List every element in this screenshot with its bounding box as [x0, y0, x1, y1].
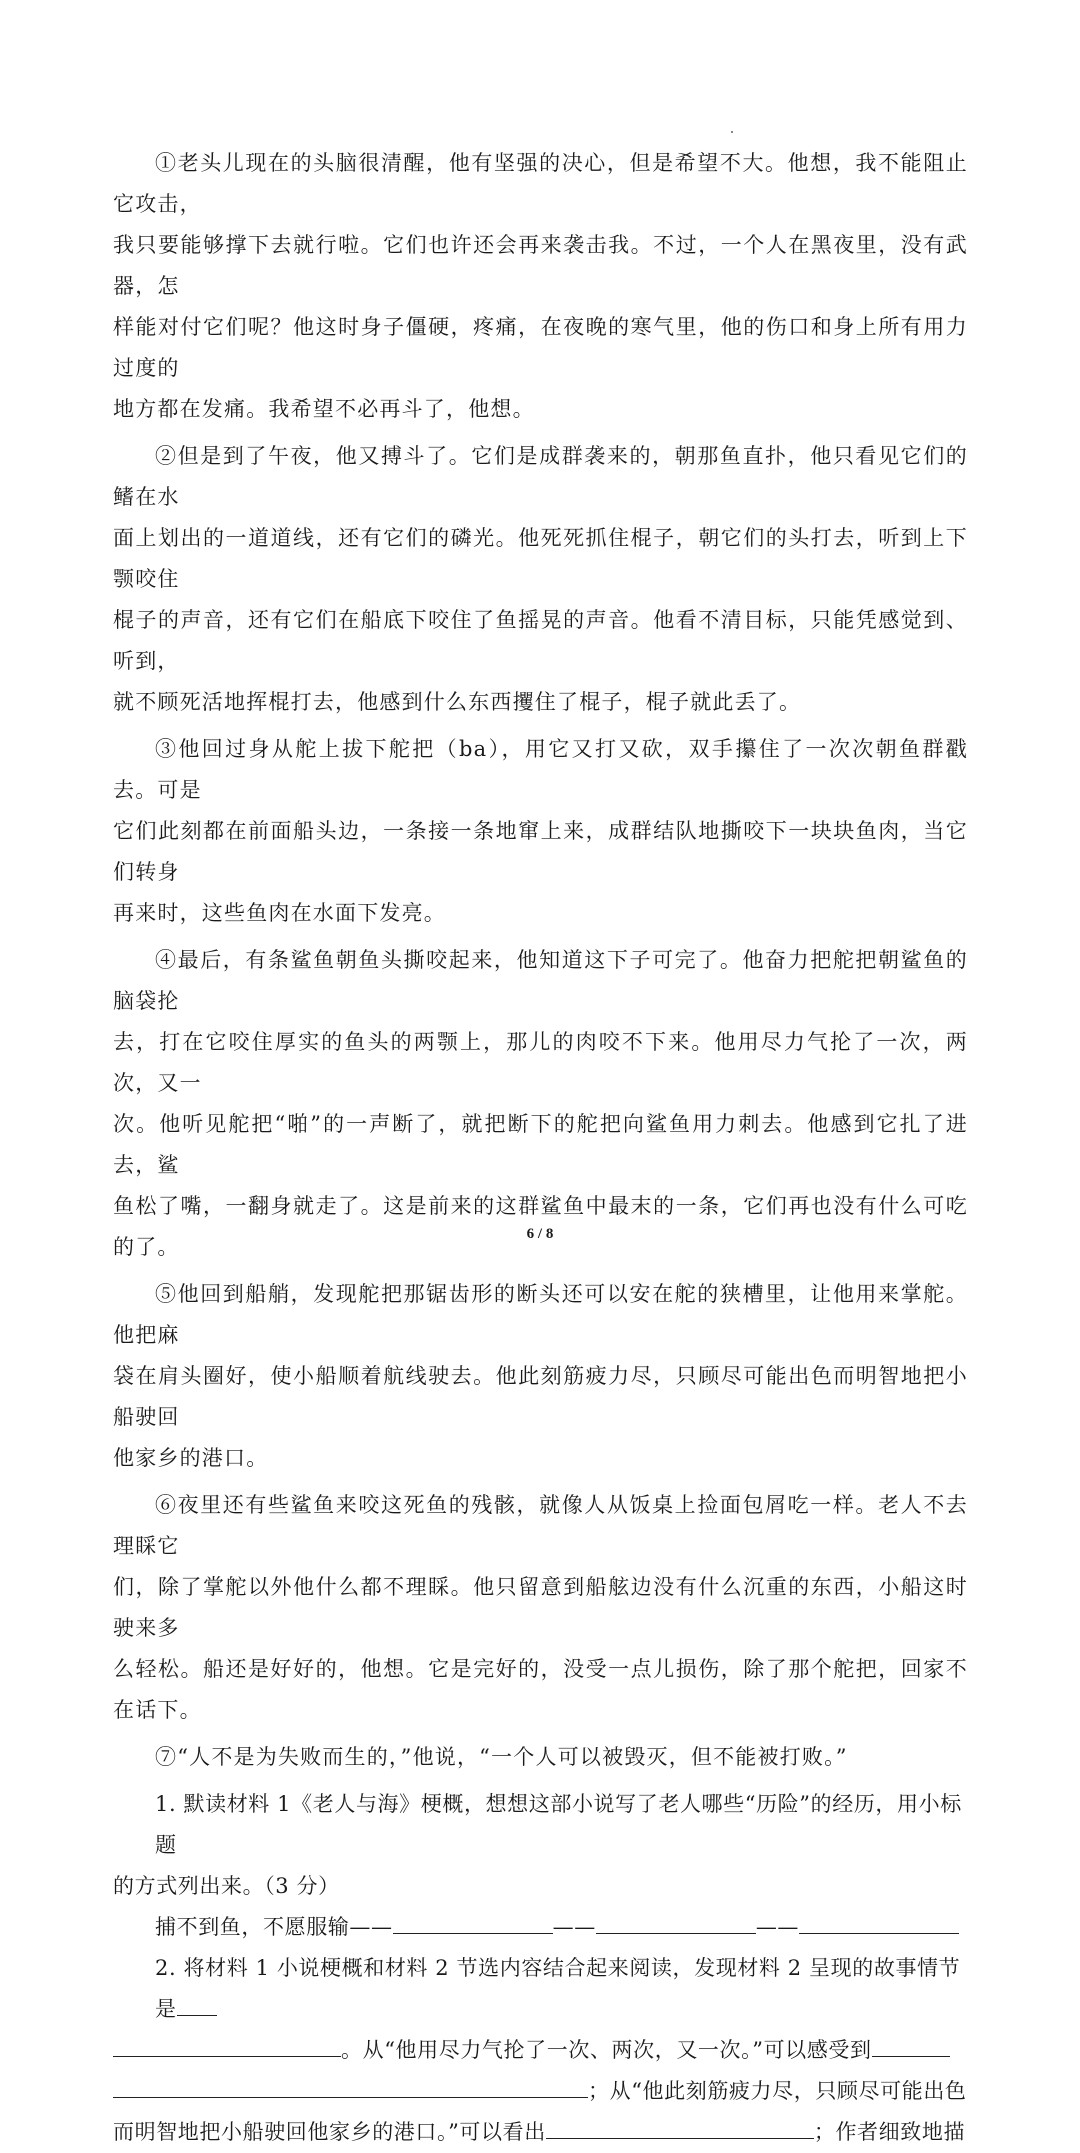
question-1-answer: [113, 1907, 968, 1948]
paragraph-line: 再来时，这些鱼肉在水面下发亮。: [113, 901, 446, 925]
paragraph-line: 棍子的声音，还有它们在船底下咬住了鱼摇晃的声音。他看不清目标，只能凭感觉到、听到，: [113, 608, 968, 673]
paragraph-line: 们，除了掌舵以外他什么都不理睬。他只留意到船舷边没有什么沉重的东西，小船这时驶来多: [113, 1575, 968, 1640]
paragraph-line: 么轻松。船还是好好的，他想。它是完好的，没受一点儿损伤，除了那个舵把，回家不在话下。: [113, 1657, 968, 1722]
paragraph-line: ③他回过身从舵上拔下舵把（ba），用它又打又砍，双手攥住了一次次朝鱼群戳去。可是: [113, 737, 968, 802]
answer-blank[interactable]: [872, 2036, 950, 2057]
paragraph-2: [113, 436, 968, 723]
paragraph-line: 袋在肩头圈好，使小船顺着航线驶去。他此刻筋疲力尽，只顾尽可能出色而明智地把小船驶回: [113, 1364, 968, 1429]
paragraph-line: 地方都在发痛。我希望不必再斗了，他想。: [113, 397, 535, 421]
paragraph-line: 面上划出的一道道线，还有它们的磷光。他死死抓住棍子，朝它们的头打去，听到上下颚咬住: [113, 526, 968, 591]
page-number: 6 / 8: [526, 1226, 554, 1242]
paragraph-line: ⑥夜里还有些鲨鱼来咬这死鱼的残骸，就像人从饭桌上捡面包屑吃一样。老人不去理睬它: [113, 1493, 968, 1558]
paragraph-line: ②但是到了午夜，他又搏斗了。它们是成群袭来的，朝那鱼直扑，他只看见它们的鳍在水: [113, 444, 968, 509]
reading-passage: [113, 143, 968, 2153]
paragraph-line: ①老头儿现在的头脑很清醒，他有坚强的决心，但是希望不大。他想，我不能阻止它攻击，: [113, 151, 968, 216]
answer-blank[interactable]: [546, 2118, 814, 2139]
question-block: [113, 1784, 968, 2153]
question-2-line: 。从“他用尽力气抡了一次、两次，又一次。”可以感受到: [341, 2038, 872, 2062]
question-2: [113, 1948, 968, 2153]
paragraph-line: 鱼松了嘴，一翻身就走了。这是前来的这群鲨鱼中最末的一条，它们再也没有什么可吃的了。: [113, 1194, 968, 1259]
paragraph-line: ⑤他回到船艄，发现舵把那锯齿形的断头还可以安在舵的狭槽里，让他用来掌舵。他把麻: [113, 1282, 968, 1347]
paragraph-line: 次。他听见舵把“啪”的一声断了，就把断下的舵把向鲨鱼用力刺去。他感到它扎了进去，鲨: [113, 1112, 968, 1177]
question-2-line: 而明智地把小船驶回他家乡的港口。”可以看出: [113, 2120, 546, 2144]
paragraph-line: 他家乡的港口。: [113, 1446, 269, 1470]
paragraph-3: [113, 729, 968, 934]
question-2-line: ；从“他此刻筋疲力尽，只顾尽可能出色: [588, 2079, 967, 2103]
paragraph-line: 它们此刻都在前面船头边，一条接一条地窜上来，成群结队地撕咬下一块块鱼肉，当它们转身: [113, 819, 968, 884]
answer-prefix: 捕不到鱼，不愿服输——: [155, 1915, 393, 1939]
paragraph-line: 去，打在它咬住厚实的鱼头的两颚上，那儿的肉咬不下来。他用尽力气抡了一次，两次，又一: [113, 1030, 968, 1095]
question-1: [113, 1784, 968, 1907]
question-2-line: 2. 将材料 1 小说梗概和材料 2 节选内容结合起来阅读，发现材料 2 呈现的故事情节是: [155, 1956, 961, 2021]
paragraph-line: 我只要能够撑下去就行啦。它们也许还会再来袭击我。不过，一个人在黑夜里，没有武器，怎: [113, 233, 968, 298]
dash: ——: [552, 1915, 596, 1939]
scan-speck: [731, 131, 733, 133]
answer-blank[interactable]: [177, 1995, 217, 2016]
paragraph-5: [113, 1274, 968, 1479]
paragraph-line: ⑦“人不是为失败而生的，”他说，“一个人可以被毁灭，但不能被打败。”: [155, 1745, 848, 1769]
question-1-line: 1. 默读材料 1《老人与海》梗概，想想这部小说写了老人哪些“历险”的经历，用小标题: [155, 1792, 962, 1857]
question-1-line: 的方式列出来。（3 分）: [113, 1874, 340, 1898]
answer-blank[interactable]: [393, 1913, 553, 1934]
answer-blank[interactable]: [596, 1913, 756, 1934]
paragraph-line: ④最后，有条鲨鱼朝鱼头撕咬起来，他知道这下子可完了。他奋力把舵把朝鲨鱼的脑袋抡: [113, 948, 968, 1013]
question-2-line: ；作者细致地描: [813, 2120, 966, 2144]
dash: ——: [755, 1915, 800, 1939]
paragraph-line: 就不顾死活地挥棍打去，他感到什么东西攫住了棍子，棍子就此丢了。: [113, 690, 802, 714]
paragraph-4: [113, 940, 968, 1268]
answer-blank[interactable]: [113, 2036, 341, 2057]
answer-blank[interactable]: [799, 1913, 959, 1934]
paragraph-1: [113, 143, 968, 430]
paragraph-6: [113, 1485, 968, 1731]
answer-blank[interactable]: [113, 2077, 588, 2098]
paragraph-line: 样能对付它们呢？他这时身子僵硬，疼痛，在夜晚的寒气里，他的伤口和身上所有用力过度的: [113, 315, 968, 380]
paragraph-7: [113, 1737, 968, 1778]
